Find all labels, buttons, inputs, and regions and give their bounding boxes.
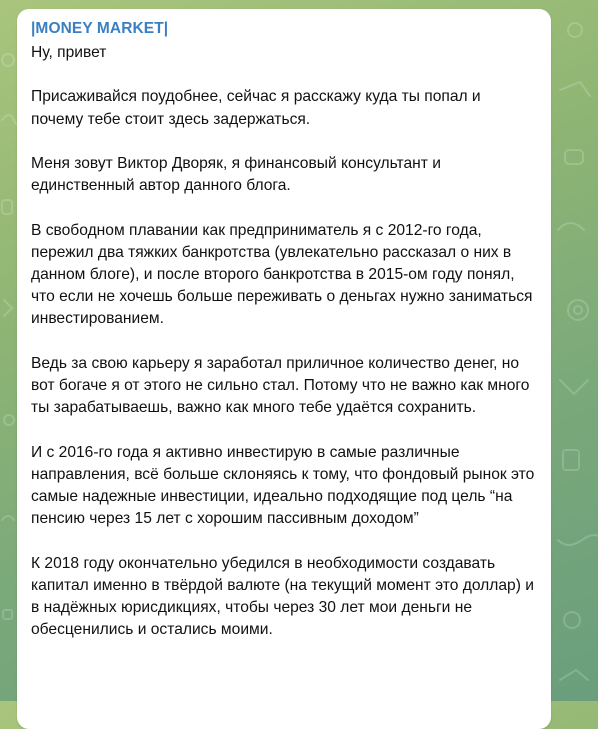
message-paragraph: Меня зовут Виктор Дворяк, я финансовый консультант и единственный автор данного блога. xyxy=(31,154,441,195)
message-text xyxy=(31,42,535,641)
channel-message-bubble xyxy=(17,9,551,729)
message-paragraph: И с 2016-го года я активно инвестирую в самые различные направления, всё больше склоняясь к тому, что фондовый рынок это самые надежные инвестиции, идеально подходящие под цель “на пенсию через 15 лет с хорошим пассивным доходом” xyxy=(31,443,535,528)
message-paragraph: Ведь за свою карьеру я заработал приличное количество денег, но вот богаче я от этого не сильно стал. Потому что не важно как много ты зарабатываешь, важно как много тебе удаётся сохранить. xyxy=(31,354,530,417)
message-paragraph: Ну, привет xyxy=(31,44,107,61)
message-paragraph: К 2018 году окончательно убедился в необходимости создавать капитал именно в твёрдой валюте (на текущий момент это доллар) и в надёжных юрисдикциях, чтобы через 30 лет мои деньги не обесценились и остались моими. xyxy=(31,554,534,639)
message-paragraph: В свободном плавании как предприниматель я с 2012-го года, пережил два тяжких банкротства (увлекательно рассказал о них в данном блоге), и после второго банкротства в 2015-ом году понял, что если не хочешь больше переживать о деньгах нужно заниматься инвестированием. xyxy=(31,221,533,328)
message-paragraph: Присаживайся поудобнее, сейчас я расскажу куда ты попал и почему тебе стоит здесь задержаться. xyxy=(31,88,481,128)
channel-name[interactable]: |MONEY MARKET| xyxy=(31,20,169,37)
